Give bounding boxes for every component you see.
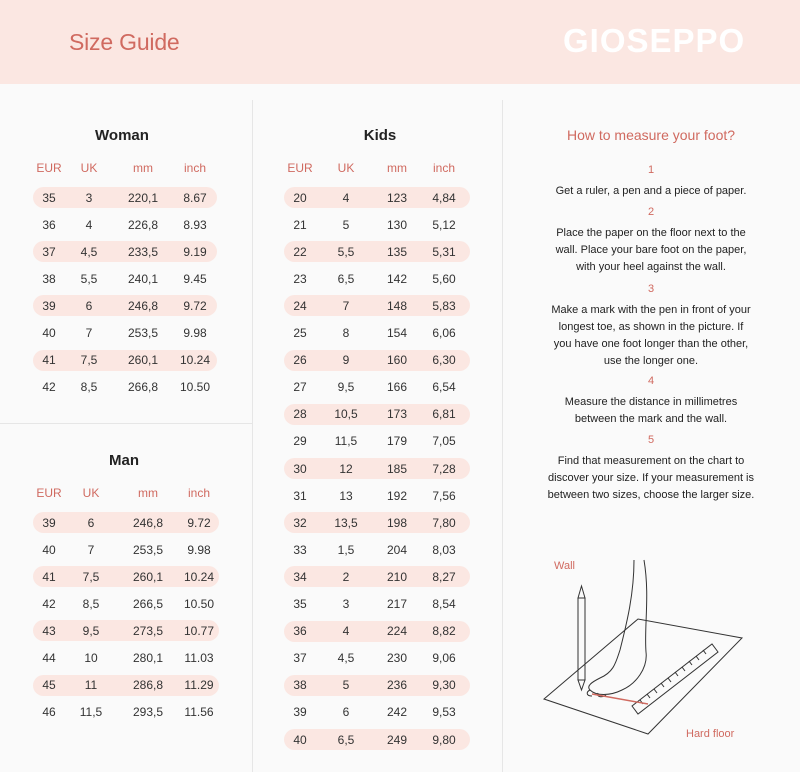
table-cell: 233,5 [127, 244, 159, 259]
table-row [33, 241, 217, 262]
step-line: Find that measurement on the chart to [557, 455, 745, 467]
table-row [33, 295, 217, 316]
table-cell: 35 [42, 190, 56, 205]
column-header: UK [337, 161, 355, 175]
table-cell: 280,1 [132, 651, 164, 665]
table-cell: 10.50 [183, 596, 215, 611]
table-cell: 6 [85, 298, 93, 313]
step-line: Measure the distance in millimetres [564, 396, 738, 408]
table-cell: 11,5 [79, 705, 103, 720]
table-cell: 3 [85, 190, 93, 205]
divider [252, 100, 253, 772]
table-cell: 40 [42, 542, 56, 557]
table-cell: 9,5 [82, 623, 100, 638]
table-cell: 8,27 [432, 569, 456, 584]
brand-logo[interactable]: GIOSEPPO [563, 22, 746, 59]
step-text [540, 453, 762, 504]
table-cell: 7,5 [80, 353, 98, 368]
table-cell: 148 [386, 298, 408, 313]
table-cell: 6,06 [432, 326, 456, 340]
table-cell: 7 [85, 326, 93, 340]
step-text [540, 183, 762, 200]
step-text [540, 394, 762, 428]
column-header: inch [187, 486, 210, 500]
page-title: Size Guide [69, 29, 180, 55]
table-row [33, 648, 219, 669]
pencil-icon [578, 586, 585, 690]
step-line: you have one foot longer than the other, [553, 338, 749, 350]
table-row [33, 593, 219, 614]
table-cell: 6,81 [432, 407, 456, 422]
table-row [33, 566, 219, 587]
table-cell: 260,1 [132, 569, 164, 584]
table-row [33, 323, 217, 344]
table-cell: 36 [293, 624, 307, 639]
table-cell: 4 [85, 217, 93, 232]
table-cell: 8,5 [80, 380, 98, 395]
step-number: 2 [647, 206, 655, 218]
table-cell: 30 [293, 461, 307, 476]
step-number: 4 [647, 375, 655, 387]
table-cell: 8 [342, 326, 350, 340]
table-cell: 23 [293, 271, 307, 286]
table-cell: 9.72 [183, 298, 207, 313]
table-cell: 266,5 [132, 596, 164, 611]
column-header: UK [80, 161, 98, 175]
table-row [33, 214, 217, 235]
table-cell: 10.24 [179, 353, 211, 368]
table-row [284, 214, 470, 235]
step-number: 3 [647, 283, 655, 295]
table-cell: 26 [293, 353, 307, 368]
table-cell: 40 [293, 732, 307, 747]
table-row [284, 431, 470, 452]
step-line: discover your size. If your measurement is [547, 472, 755, 484]
table-row [33, 268, 217, 289]
table-cell: 4 [342, 624, 350, 639]
woman-table-header [33, 161, 217, 175]
table-cell: 41 [42, 569, 56, 584]
table-cell: 10.77 [183, 623, 215, 638]
table-row [284, 350, 470, 371]
table-cell: 5,83 [432, 298, 456, 313]
table-row [284, 675, 470, 696]
table-row [284, 485, 470, 506]
table-cell: 198 [386, 515, 408, 530]
ruler-ticks [640, 650, 706, 704]
table-row [33, 377, 217, 398]
table-cell: 9,06 [432, 651, 456, 666]
divider [0, 423, 252, 424]
table-cell: 4 [342, 190, 350, 205]
table-cell: 8,03 [432, 542, 456, 557]
step-text [540, 225, 762, 276]
table-cell: 20 [293, 190, 307, 205]
table-row [33, 187, 217, 208]
table-row [33, 675, 219, 696]
table-cell: 5,12 [432, 217, 456, 232]
table-cell: 8,54 [432, 597, 456, 611]
table-cell: 12 [339, 461, 353, 476]
table-cell: 9,80 [432, 732, 456, 747]
table-cell: 220,1 [127, 190, 159, 205]
table-cell: 9,53 [432, 705, 456, 720]
table-cell: 7,80 [432, 515, 456, 530]
table-cell: 154 [386, 326, 408, 340]
column-header: inch [432, 161, 455, 175]
label-wall: Wall [554, 560, 575, 572]
table-cell: 123 [386, 190, 408, 205]
column-header: EUR [287, 161, 313, 175]
table-cell: 273,5 [132, 623, 164, 638]
table-row [284, 323, 470, 344]
table-cell: 192 [386, 488, 408, 503]
table-cell: 41 [42, 353, 56, 368]
table-cell: 179 [386, 434, 408, 449]
table-cell: 33 [293, 542, 307, 557]
table-cell: 6,5 [337, 732, 355, 747]
table-cell: 44 [42, 651, 56, 665]
table-cell: 40 [42, 326, 56, 340]
table-cell: 5,5 [80, 271, 98, 286]
table-cell: 6 [342, 705, 350, 720]
table-cell: 10.24 [183, 569, 215, 584]
table-cell: 253,5 [132, 542, 164, 557]
table-row [284, 539, 470, 560]
table-cell: 2 [342, 569, 350, 584]
table-cell: 39 [42, 515, 56, 530]
table-cell: 5,31 [432, 244, 456, 259]
table-cell: 293,5 [132, 705, 164, 720]
table-cell: 160 [386, 353, 408, 368]
step-line: between two sizes, choose the larger size. [547, 489, 755, 501]
table-cell: 10.50 [179, 380, 211, 395]
table-cell: 5 [342, 217, 350, 232]
table-cell: 11,5 [334, 434, 358, 449]
table-cell: 9.72 [187, 515, 211, 530]
table-cell: 11.56 [184, 705, 214, 720]
kids-table-header [284, 161, 470, 175]
man-title: Man [109, 452, 139, 469]
table-cell: 13 [339, 488, 353, 503]
table-row [33, 702, 219, 723]
table-row [284, 702, 470, 723]
table-cell: 135 [386, 244, 408, 259]
step-line: longest toe, as shown in the picture. If [558, 321, 744, 333]
how-to-measure-title: How to measure your foot? [566, 127, 736, 143]
table-cell: 10,5 [334, 407, 358, 422]
table-cell: 5 [342, 678, 350, 693]
table-cell: 4,5 [80, 244, 98, 259]
table-cell: 173 [386, 407, 408, 422]
table-cell: 37 [293, 651, 307, 666]
table-cell: 38 [42, 271, 56, 286]
table-cell: 21 [293, 217, 307, 232]
table-cell: 37 [42, 244, 56, 259]
table-cell: 246,8 [127, 298, 159, 313]
man-table-header [33, 486, 219, 500]
step-line: between the mark and the wall. [574, 413, 728, 425]
column-header: UK [82, 486, 100, 500]
table-cell: 9.45 [183, 271, 207, 286]
table-cell: 246,8 [132, 515, 164, 530]
table-row [284, 458, 470, 479]
step-number: 5 [647, 434, 655, 446]
table-row [33, 512, 219, 533]
table-cell: 7 [342, 298, 350, 313]
table-cell: 9.98 [183, 326, 207, 340]
table-row [284, 648, 470, 669]
table-cell: 9.19 [183, 244, 207, 259]
step-line: wall. Place your bare foot on the paper, [555, 244, 747, 256]
table-cell: 130 [386, 217, 408, 232]
column-header: EUR [36, 161, 62, 175]
table-cell: 224 [386, 624, 408, 639]
step-number: 1 [647, 164, 655, 176]
table-cell: 4,84 [432, 190, 456, 205]
table-cell: 36 [42, 217, 56, 232]
table-row [33, 350, 217, 371]
table-row [284, 729, 470, 750]
table-cell: 242 [386, 705, 408, 720]
table-cell: 9,5 [337, 380, 355, 395]
table-cell: 1,5 [337, 542, 355, 557]
table-cell: 236 [386, 678, 408, 693]
step-text [540, 302, 762, 370]
table-cell: 4,5 [337, 651, 355, 666]
table-cell: 6,54 [432, 380, 456, 395]
table-cell: 27 [293, 380, 307, 395]
table-row [284, 241, 470, 262]
table-cell: 9.98 [187, 542, 211, 557]
table-cell: 11 [84, 678, 98, 693]
column-header: EUR [36, 486, 62, 500]
label-hard-floor: Hard floor [686, 728, 735, 740]
table-row [284, 621, 470, 642]
step-line: Get a ruler, a pen and a piece of paper. [555, 185, 747, 197]
table-row [284, 566, 470, 587]
woman-title: Woman [95, 127, 149, 144]
table-cell: 13,5 [334, 515, 358, 530]
column-header: mm [387, 161, 407, 175]
header [0, 0, 800, 84]
table-row [284, 512, 470, 533]
table-cell: 25 [293, 326, 307, 340]
table-cell: 38 [293, 678, 307, 693]
table-cell: 7,28 [432, 461, 456, 476]
table-cell: 260,1 [127, 353, 159, 368]
table-cell: 266,8 [127, 380, 159, 395]
column-header: mm [138, 486, 158, 500]
table-cell: 29 [293, 434, 307, 449]
table-cell: 286,8 [132, 678, 164, 693]
table-row [284, 187, 470, 208]
table-cell: 5,60 [432, 271, 456, 286]
foot-measure-illustration [540, 556, 750, 746]
table-cell: 185 [386, 461, 408, 476]
table-cell: 39 [293, 705, 307, 720]
table-cell: 22 [293, 244, 307, 259]
measure-line [592, 694, 648, 704]
table-cell: 204 [386, 542, 408, 557]
table-row [284, 295, 470, 316]
table-cell: 8,5 [82, 596, 100, 611]
table-row [33, 539, 219, 560]
table-cell: 34 [293, 569, 307, 584]
table-cell: 7 [87, 542, 95, 557]
table-cell: 5,5 [337, 244, 355, 259]
table-cell: 210 [386, 569, 408, 584]
table-cell: 217 [386, 597, 408, 611]
table-cell: 39 [42, 298, 56, 313]
table-cell: 11.29 [184, 678, 214, 693]
table-cell: 7,56 [432, 488, 456, 503]
table-cell: 240,1 [127, 271, 159, 286]
table-cell: 6,30 [432, 353, 456, 368]
table-cell: 46 [42, 705, 56, 720]
step-line: Place the paper on the floor next to the [556, 227, 746, 239]
foot-icon [589, 560, 647, 695]
step-line: Make a mark with the pen in front of your [551, 304, 751, 316]
table-cell: 31 [293, 488, 307, 503]
table-cell: 230 [386, 651, 408, 666]
table-cell: 8.67 [183, 190, 207, 205]
table-cell: 6 [87, 515, 95, 530]
table-cell: 43 [42, 623, 56, 638]
step-line: use the longer one. [603, 355, 699, 367]
table-row [284, 377, 470, 398]
table-cell: 7,05 [432, 434, 456, 449]
column-header: inch [183, 161, 206, 175]
table-row [284, 404, 470, 425]
table-cell: 166 [386, 380, 408, 395]
table-cell: 42 [42, 380, 56, 395]
kids-title: Kids [363, 127, 397, 144]
floor-plane [544, 619, 742, 734]
table-cell: 45 [42, 678, 56, 693]
table-cell: 10 [84, 651, 98, 665]
table-cell: 142 [386, 271, 408, 286]
step-line: with your heel against the wall. [576, 261, 726, 273]
table-row [284, 268, 470, 289]
table-cell: 9,30 [432, 678, 456, 693]
table-cell: 24 [293, 298, 307, 313]
table-cell: 11.03 [184, 651, 214, 665]
table-cell: 32 [293, 515, 307, 530]
table-row [284, 594, 470, 615]
table-cell: 3 [342, 597, 350, 611]
table-cell: 28 [293, 407, 307, 422]
table-row [33, 620, 219, 641]
column-header: mm [133, 161, 153, 175]
table-cell: 8,82 [432, 624, 456, 639]
table-cell: 226,8 [127, 217, 159, 232]
table-cell: 249 [386, 732, 408, 747]
table-cell: 8.93 [183, 217, 207, 232]
table-cell: 42 [42, 596, 56, 611]
table-cell: 7,5 [82, 569, 100, 584]
table-cell: 253,5 [127, 326, 159, 340]
table-cell: 35 [293, 597, 307, 611]
table-cell: 6,5 [337, 271, 355, 286]
table-cell: 9 [342, 353, 350, 368]
